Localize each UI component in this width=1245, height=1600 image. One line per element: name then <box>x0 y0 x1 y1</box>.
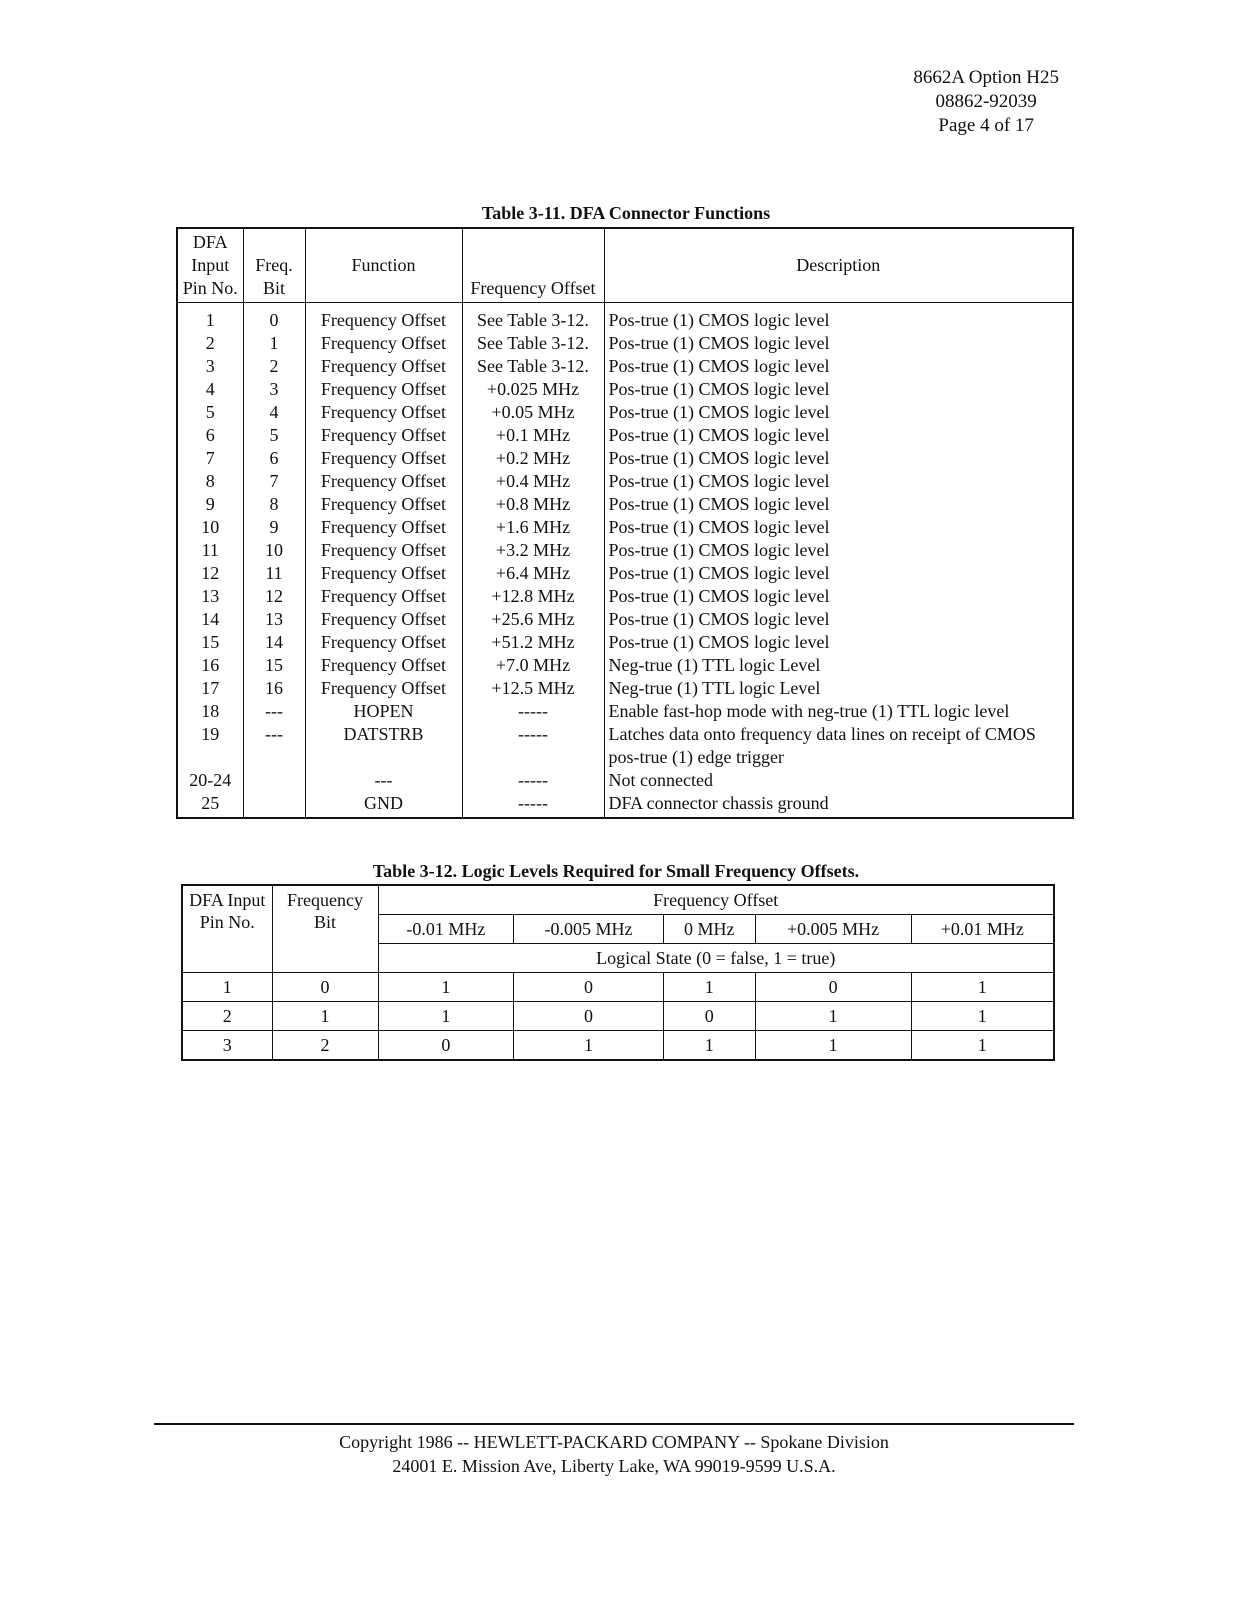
cell-function: Frequency Offset <box>305 424 462 447</box>
cell-description: Pos-true (1) CMOS logic level <box>604 562 1073 585</box>
table-row <box>177 470 1073 493</box>
cell-description: Pos-true (1) CMOS logic level <box>604 470 1073 493</box>
table-row <box>177 401 1073 424</box>
cell-pin: 18 <box>177 700 243 723</box>
table-row <box>177 585 1073 608</box>
table-row <box>177 493 1073 516</box>
cell-logic-state: 1 <box>911 973 1054 1002</box>
cell-description: Pos-true (1) CMOS logic level <box>604 539 1073 562</box>
cell-pin: 9 <box>177 493 243 516</box>
cell-offset: +12.5 MHz <box>462 677 604 700</box>
header-offset-group: Frequency Offset <box>378 885 1054 915</box>
cell-description: Latches data onto frequency data lines on receipt of CMOS pos-true (1) edge trigger <box>604 723 1073 769</box>
table-row <box>182 1031 1054 1061</box>
cell-offset: +25.6 MHz <box>462 608 604 631</box>
header-logical-state: Logical State (0 = false, 1 = true) <box>378 944 1054 973</box>
cell-pin: 17 <box>177 677 243 700</box>
header-pin: DFA Input Pin No. <box>177 228 243 303</box>
table-row <box>177 769 1073 792</box>
cell-offset: +6.4 MHz <box>462 562 604 585</box>
table-row <box>177 447 1073 470</box>
header-pin: DFA Input Pin No. <box>182 885 272 973</box>
cell-logic-state: 1 <box>663 1031 755 1061</box>
cell-offset: See Table 3-12. <box>462 355 604 378</box>
cell-description: Pos-true (1) CMOS logic level <box>604 585 1073 608</box>
table-3-11-title: Table 3-11. DFA Connector Functions <box>481 203 771 223</box>
cell-pin: 19 <box>177 723 243 769</box>
cell-description: Pos-true (1) CMOS logic level <box>604 447 1073 470</box>
cell-offset: ----- <box>462 700 604 723</box>
cell-bit: 2 <box>272 1031 378 1061</box>
cell-offset: +0.2 MHz <box>462 447 604 470</box>
cell-description: Pos-true (1) CMOS logic level <box>604 516 1073 539</box>
cell-offset: ----- <box>462 792 604 818</box>
cell-function: Frequency Offset <box>305 654 462 677</box>
cell-pin: 3 <box>177 355 243 378</box>
cell-description: Neg-true (1) TTL logic Level <box>604 677 1073 700</box>
table-header-row <box>177 228 1073 303</box>
cell-function: Frequency Offset <box>305 378 462 401</box>
model-option: 8662A Option H25 <box>913 67 1059 88</box>
cell-pin: 4 <box>177 378 243 401</box>
table-row <box>177 700 1073 723</box>
cell-function: Frequency Offset <box>305 631 462 654</box>
cell-pin: 1 <box>177 303 243 333</box>
cell-pin: 3 <box>182 1031 272 1061</box>
cell-function: --- <box>305 769 462 792</box>
table-row <box>177 424 1073 447</box>
header-offset: +0.01 MHz <box>911 915 1054 944</box>
cell-bit <box>243 792 305 818</box>
cell-bit: 8 <box>243 493 305 516</box>
document-footer <box>154 1430 1074 1478</box>
table-row <box>177 654 1073 677</box>
cell-offset: See Table 3-12. <box>462 303 604 333</box>
cell-function: Frequency Offset <box>305 401 462 424</box>
logic-levels-table <box>181 884 1055 1061</box>
cell-bit: 16 <box>243 677 305 700</box>
cell-offset: +0.025 MHz <box>462 378 604 401</box>
cell-bit: 5 <box>243 424 305 447</box>
cell-bit: 14 <box>243 631 305 654</box>
table-3-12-title: Table 3-12. Logic Levels Required for Small Frequency Offsets. <box>372 861 860 881</box>
cell-logic-state: 1 <box>911 1002 1054 1031</box>
cell-logic-state: 0 <box>514 1002 664 1031</box>
cell-offset: +51.2 MHz <box>462 631 604 654</box>
table-row <box>177 723 1073 769</box>
cell-bit: 10 <box>243 539 305 562</box>
cell-pin: 13 <box>177 585 243 608</box>
cell-bit: 9 <box>243 516 305 539</box>
cell-offset: +7.0 MHz <box>462 654 604 677</box>
cell-bit: 11 <box>243 562 305 585</box>
cell-pin: 14 <box>177 608 243 631</box>
cell-logic-state: 1 <box>911 1031 1054 1061</box>
cell-logic-state: 1 <box>755 1002 911 1031</box>
cell-offset: ----- <box>462 723 604 769</box>
header-description: Description <box>604 228 1073 303</box>
cell-description: Pos-true (1) CMOS logic level <box>604 401 1073 424</box>
cell-pin: 1 <box>182 973 272 1002</box>
cell-bit: 2 <box>243 355 305 378</box>
cell-function: Frequency Offset <box>305 677 462 700</box>
header-bit: Freq. Bit <box>243 228 305 303</box>
cell-bit: 4 <box>243 401 305 424</box>
cell-pin: 7 <box>177 447 243 470</box>
table-row <box>177 608 1073 631</box>
cell-bit: 1 <box>272 1002 378 1031</box>
cell-description: Pos-true (1) CMOS logic level <box>604 631 1073 654</box>
dfa-connector-functions-table <box>176 227 1074 819</box>
cell-function: Frequency Offset <box>305 516 462 539</box>
cell-description: Pos-true (1) CMOS logic level <box>604 378 1073 401</box>
cell-pin: 15 <box>177 631 243 654</box>
cell-bit: 13 <box>243 608 305 631</box>
cell-offset: +3.2 MHz <box>462 539 604 562</box>
cell-offset: See Table 3-12. <box>462 332 604 355</box>
header-bit: Frequency Bit <box>272 885 378 973</box>
cell-function: DATSTRB <box>305 723 462 769</box>
cell-pin: 6 <box>177 424 243 447</box>
cell-offset: +0.4 MHz <box>462 470 604 493</box>
cell-bit: --- <box>243 700 305 723</box>
cell-pin: 10 <box>177 516 243 539</box>
cell-bit: 1 <box>243 332 305 355</box>
cell-pin: 8 <box>177 470 243 493</box>
cell-bit: 0 <box>243 303 305 333</box>
cell-pin: 12 <box>177 562 243 585</box>
cell-description: Pos-true (1) CMOS logic level <box>604 493 1073 516</box>
cell-logic-state: 1 <box>378 1002 514 1031</box>
cell-function: GND <box>305 792 462 818</box>
cell-bit: 7 <box>243 470 305 493</box>
cell-logic-state: 1 <box>663 973 755 1002</box>
cell-description: Pos-true (1) CMOS logic level <box>604 355 1073 378</box>
cell-description: Pos-true (1) CMOS logic level <box>604 303 1073 333</box>
cell-description: Not connected <box>604 769 1073 792</box>
table-row <box>177 303 1073 333</box>
table-row <box>177 792 1073 818</box>
table-row <box>177 355 1073 378</box>
cell-logic-state: 1 <box>378 973 514 1002</box>
cell-pin: 11 <box>177 539 243 562</box>
header-offset: +0.005 MHz <box>755 915 911 944</box>
cell-description: Pos-true (1) CMOS logic level <box>604 424 1073 447</box>
cell-function: Frequency Offset <box>305 585 462 608</box>
cell-logic-state: 1 <box>514 1031 664 1061</box>
cell-logic-state: 0 <box>378 1031 514 1061</box>
table-row <box>182 1002 1054 1031</box>
address: 24001 E. Mission Ave, Liberty Lake, WA 99019-9599 U.S.A. <box>392 1456 836 1476</box>
table-row <box>182 973 1054 1002</box>
header-function: Function <box>305 228 462 303</box>
cell-bit: 0 <box>272 973 378 1002</box>
cell-function: Frequency Offset <box>305 303 462 333</box>
table-row <box>177 516 1073 539</box>
cell-description: Enable fast-hop mode with neg-true (1) TTL logic level <box>604 700 1073 723</box>
cell-function: Frequency Offset <box>305 493 462 516</box>
document-header <box>913 66 1059 138</box>
cell-pin: 2 <box>182 1002 272 1031</box>
page-number: Page 4 of 17 <box>938 115 1034 136</box>
cell-bit: 6 <box>243 447 305 470</box>
cell-offset: +0.8 MHz <box>462 493 604 516</box>
cell-offset: +0.05 MHz <box>462 401 604 424</box>
header-offset: 0 MHz <box>663 915 755 944</box>
cell-logic-state: 0 <box>514 973 664 1002</box>
cell-pin: 5 <box>177 401 243 424</box>
cell-logic-state: 1 <box>755 1031 911 1061</box>
part-number: 08862-92039 <box>935 91 1037 112</box>
cell-function: Frequency Offset <box>305 355 462 378</box>
cell-pin: 25 <box>177 792 243 818</box>
cell-pin: 16 <box>177 654 243 677</box>
cell-bit: --- <box>243 723 305 769</box>
cell-function: Frequency Offset <box>305 470 462 493</box>
cell-bit: 15 <box>243 654 305 677</box>
cell-offset: +12.8 MHz <box>462 585 604 608</box>
table-row <box>177 332 1073 355</box>
cell-description: Pos-true (1) CMOS logic level <box>604 332 1073 355</box>
cell-bit <box>243 769 305 792</box>
cell-offset: ----- <box>462 769 604 792</box>
copyright: Copyright 1986 -- HEWLETT-PACKARD COMPANY -- Spokane Division <box>339 1432 889 1452</box>
cell-description: Neg-true (1) TTL logic Level <box>604 654 1073 677</box>
cell-description: Pos-true (1) CMOS logic level <box>604 608 1073 631</box>
table-row <box>177 378 1073 401</box>
table-row <box>177 631 1073 654</box>
cell-bit: 3 <box>243 378 305 401</box>
footer-divider <box>154 1423 1074 1425</box>
cell-pin: 20-24 <box>177 769 243 792</box>
cell-function: Frequency Offset <box>305 608 462 631</box>
cell-bit: 12 <box>243 585 305 608</box>
cell-function: Frequency Offset <box>305 539 462 562</box>
table-row <box>177 677 1073 700</box>
cell-logic-state: 0 <box>755 973 911 1002</box>
cell-function: HOPEN <box>305 700 462 723</box>
header-offset: -0.005 MHz <box>514 915 664 944</box>
cell-offset: +1.6 MHz <box>462 516 604 539</box>
cell-pin: 2 <box>177 332 243 355</box>
cell-logic-state: 0 <box>663 1002 755 1031</box>
header-offset: Frequency Offset <box>462 228 604 303</box>
table-row <box>177 562 1073 585</box>
header-offset: -0.01 MHz <box>378 915 514 944</box>
table-row <box>177 539 1073 562</box>
cell-function: Frequency Offset <box>305 447 462 470</box>
cell-description: DFA connector chassis ground <box>604 792 1073 818</box>
cell-offset: +0.1 MHz <box>462 424 604 447</box>
cell-function: Frequency Offset <box>305 332 462 355</box>
cell-function: Frequency Offset <box>305 562 462 585</box>
